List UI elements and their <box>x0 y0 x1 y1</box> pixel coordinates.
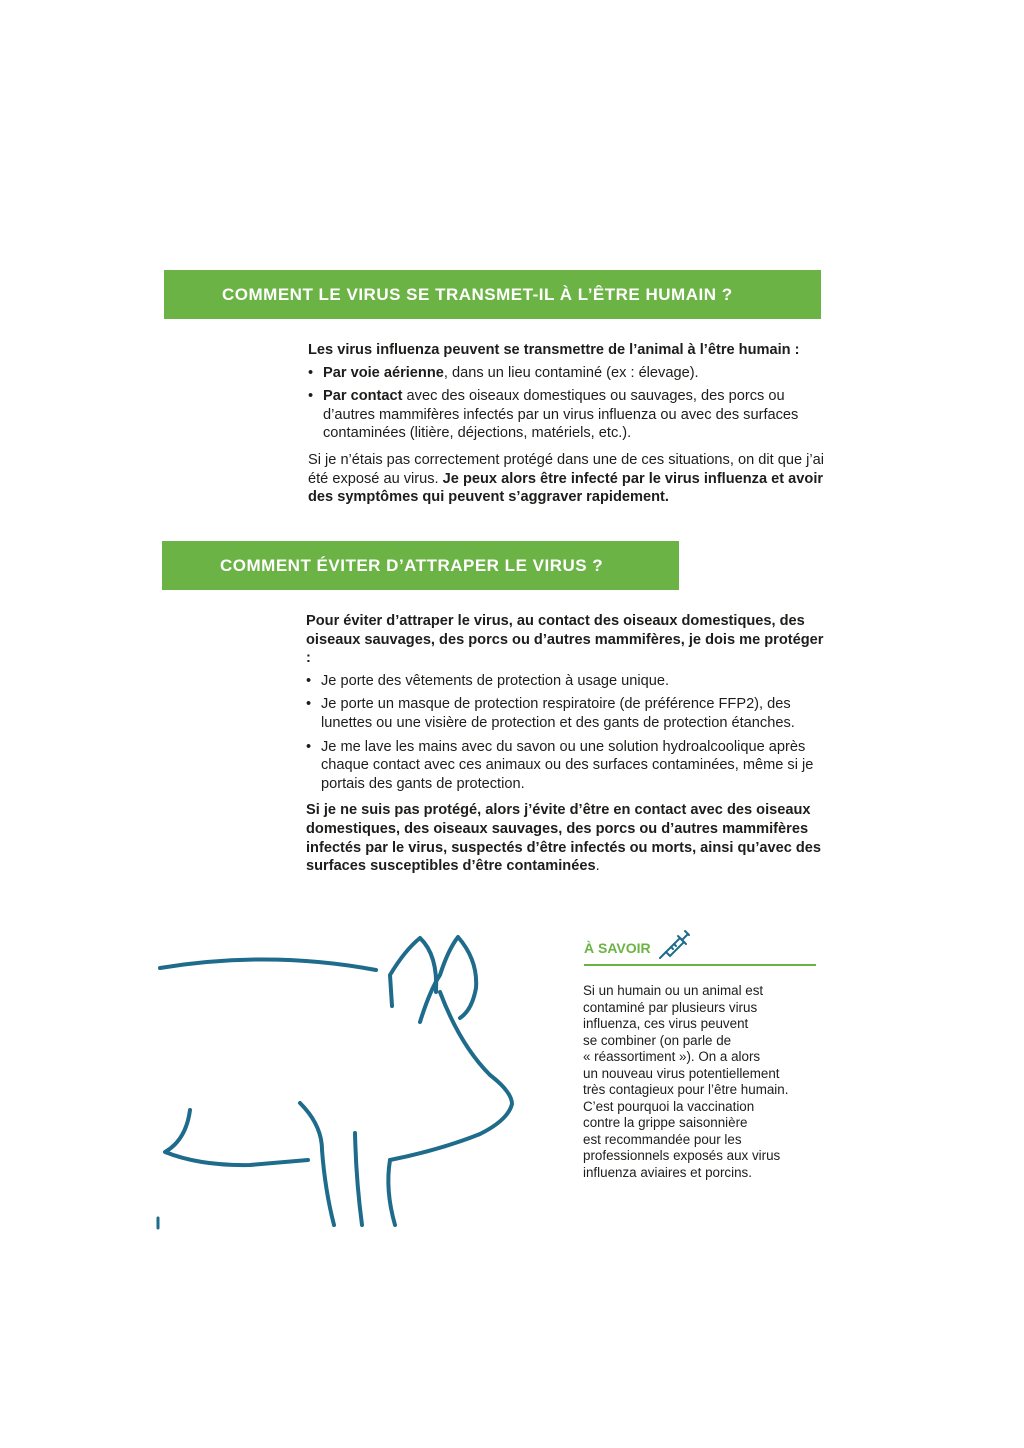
list-item <box>308 364 828 383</box>
transmission-section <box>308 341 828 507</box>
list-item: • Je porte un masque de protection respiratoire (de préférence FFP2), des lunettes ou une visière de protection et des gants de protection étanches. <box>306 695 831 732</box>
section-heading-transmission <box>164 270 821 319</box>
syringe-icon <box>658 928 690 960</box>
heading-text: COMMENT LE VIRUS SE TRANSMET-IL À L’ÊTRE HUMAIN ? <box>222 284 733 304</box>
exposure-paragraph <box>308 451 828 507</box>
para-bold: Je peux alors être infecté par le virus influenza et avoir des symptômes qui peuvent s’aggraver rapidement. <box>308 470 824 506</box>
para-text: Si je n’étais pas correctement protégé dans une de ces situations, on dit que j’ai été exposé au virus. <box>308 451 824 487</box>
a-savoir-title: À SAVOIR <box>584 940 651 956</box>
transmission-list <box>308 364 828 443</box>
section-heading-prevention <box>162 541 679 590</box>
a-savoir-text: Si un humain ou un animal est contaminé par plusieurs virus influenza, ces virus peuvent se combiner (on parle de « réassortiment »). On a alors un nouveau virus potentiellement très contagieux pour l’être humain. C’est pourquoi la vaccination contre la grippe saisonnière est recommandée pour les professionnels exposés aux virus influenza aviaires et porcins. <box>583 983 789 1180</box>
bullet-text: , dans un lieu contaminé (ex : élevage). <box>443 364 699 381</box>
conclusion-paragraph <box>306 801 831 875</box>
prevention-list <box>306 672 831 794</box>
list-item: • Je me lave les mains avec du savon ou une solution hydroalcoolique après chaque contact avec ces animaux ou des surfaces contaminées, même si je portais des gants de protection. <box>306 738 831 794</box>
bullet-bold: Par voie aérienne <box>323 364 444 381</box>
intro-text: Les virus influenza peuvent se transmettre de l’animal à l’être humain : <box>308 342 800 358</box>
conclusion-bold: Si je ne suis pas protégé, alors j’évite d’être en contact avec des oiseaux domestiques, des oiseaux sauvages, des porcs ou d’autres mammifères infectés par le virus, suspectés d’être infectés ou morts, ainsi qu’avec des surfaces susceptibles d’être contaminées <box>306 802 822 875</box>
list-item: • Je porte des vêtements de protection à usage unique. <box>306 672 831 691</box>
bullet-bold: Par contact <box>323 388 403 405</box>
pig-illustration <box>150 925 530 1235</box>
prevention-section <box>306 612 831 876</box>
divider <box>584 964 816 966</box>
intro-text: Pour éviter d’attraper le virus, au contact des oiseaux domestiques, des oiseaux sauvages, des porcs ou d’autres mammifères, je dois me protéger : <box>306 613 824 667</box>
heading-text: COMMENT ÉVITER D’ATTRAPER LE VIRUS ? <box>220 555 604 575</box>
conclusion-end: . <box>595 858 600 875</box>
bullet-text: avec des oiseaux domestiques ou sauvages, des porcs ou d’autres mammifères infectés par un virus influenza ou avec des surfaces contaminées (litière, déjections, matériels, etc.). <box>323 388 799 442</box>
list-item <box>308 387 828 443</box>
